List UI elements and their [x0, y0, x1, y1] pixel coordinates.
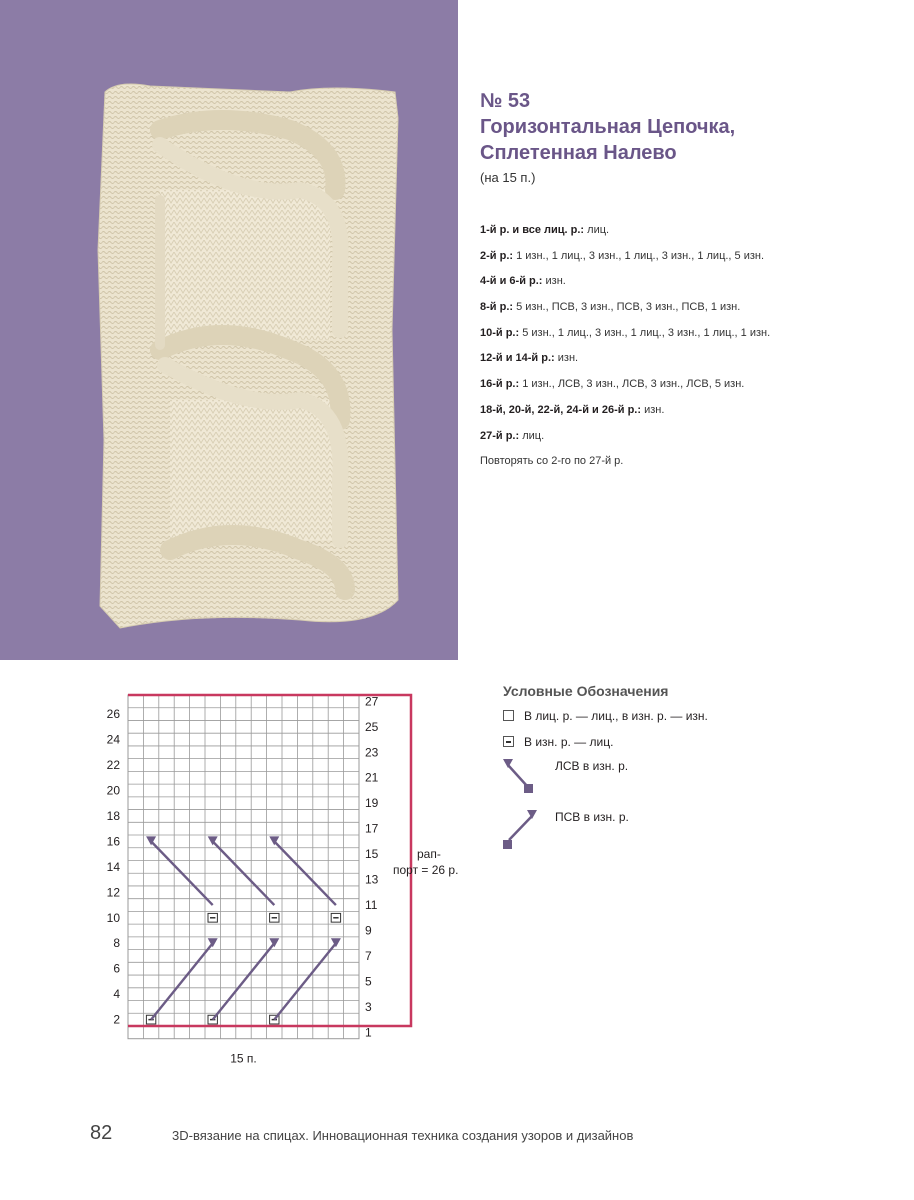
instruction-label: 12-й и 14-й р.:	[480, 352, 555, 365]
instruction-text: изн.	[542, 275, 566, 288]
legend-title: Условные Обозначения	[503, 683, 669, 699]
row-number-right: 23	[365, 745, 379, 760]
pattern-title-line2: Сплетенная Налево	[480, 142, 677, 164]
instruction-text: 1 изн., ЛСВ, 3 изн., ЛСВ, 3 изн., ЛСВ, 5 изн.	[519, 378, 745, 391]
knitting-chart	[0, 685, 480, 1080]
row-number-left: 8	[113, 936, 120, 951]
row-number-right: 25	[365, 719, 379, 734]
dash-square-icon	[503, 736, 514, 747]
row-number-left: 6	[113, 961, 120, 976]
knitted-swatch-image	[0, 0, 458, 660]
row-number-right: 3	[365, 999, 372, 1014]
row-number-left: 14	[106, 859, 120, 874]
row-number-right: 11	[365, 898, 378, 913]
pattern-number: № 53	[480, 90, 531, 112]
instruction-text: лиц.	[519, 429, 545, 442]
row-number-right: 19	[365, 796, 379, 811]
legend	[503, 683, 883, 824]
row-number-left: 10	[106, 910, 120, 925]
row-number-right: 27	[365, 694, 379, 709]
instruction-text: 5 изн., ПСВ, 3 изн., ПСВ, 3 изн., ПСВ, 1 изн.	[513, 301, 741, 314]
row-number-right: 13	[365, 872, 379, 887]
instruction-row	[480, 428, 900, 454]
psv-symbol-icon	[503, 810, 543, 850]
instruction-text: 1 изн., 1 лиц., 3 изн., 1 лиц., 3 изн., 1 лиц., 5 изн.	[513, 249, 765, 262]
legend-item-text: В изн. р. — лиц.	[524, 735, 614, 749]
instruction-repeat-note	[480, 453, 900, 479]
row-number-left: 16	[106, 834, 120, 849]
legend-item-purl	[503, 735, 613, 749]
legend-item-knit	[503, 709, 708, 723]
row-number-right: 1	[365, 1025, 372, 1040]
instruction-label: 4-й и 6-й р.:	[480, 275, 543, 288]
pattern-title-line1: Горизонтальная Цепочка,	[480, 116, 736, 138]
instruction-row	[480, 325, 900, 351]
row-number-left: 26	[106, 707, 120, 722]
pattern-heading	[480, 88, 735, 185]
chart-width-label: 15 п.	[230, 1051, 257, 1066]
book-title: 3D-вязание на спицах. Инновационная техника создания узоров и дизайнов	[172, 1128, 634, 1143]
instruction-row	[480, 299, 900, 325]
row-number-right: 17	[365, 821, 379, 836]
row-number-left: 12	[106, 885, 120, 900]
instructions-list	[480, 222, 900, 479]
instruction-row	[480, 376, 900, 402]
instruction-row	[480, 273, 900, 299]
instruction-label: 16-й р.:	[480, 378, 520, 391]
instruction-row	[480, 222, 900, 248]
stitch-count: (на 15 п.)	[480, 170, 536, 185]
instruction-label: 18-й, 20-й, 22-й, 24-й и 26-й р.:	[480, 403, 642, 416]
instruction-label: 8-й р.:	[480, 301, 514, 314]
instruction-text: Повторять со 2-го по 27-й р.	[480, 455, 624, 468]
instruction-row	[480, 350, 900, 376]
legend-item-text: В лиц. р. — лиц., в изн. р. — изн.	[524, 709, 708, 723]
chart-frame	[128, 695, 359, 1039]
swatch-photo	[0, 0, 458, 660]
repeat-label-line1: рап-	[417, 847, 441, 862]
instruction-text: изн.	[554, 352, 579, 365]
row-number-left: 24	[106, 732, 120, 747]
empty-square-icon	[503, 710, 514, 721]
row-number-right: 9	[365, 923, 372, 938]
row-number-left: 4	[113, 987, 120, 1002]
instruction-text: 5 изн., 1 лиц., 3 изн., 1 лиц., 3 изн., 1 лиц., 1 изн.	[519, 326, 771, 339]
lsv-symbol-icon	[503, 759, 543, 795]
instruction-row	[480, 248, 900, 274]
instruction-text: лиц.	[584, 224, 610, 236]
legend-item-text: ПСВ в изн. р.	[555, 810, 629, 824]
instruction-label: 27-й р.:	[480, 429, 520, 442]
row-number-right: 15	[365, 847, 379, 862]
instruction-label: 1-й р. и все лиц. р.:	[480, 224, 585, 236]
row-number-right: 21	[365, 770, 379, 785]
row-number-right: 5	[365, 974, 372, 989]
row-number-left: 2	[113, 1012, 120, 1027]
instruction-label: 10-й р.:	[480, 326, 520, 339]
row-number-left: 22	[106, 758, 120, 773]
row-number-right: 7	[365, 948, 372, 963]
row-number-left: 20	[106, 783, 120, 798]
row-number-left: 18	[106, 808, 120, 823]
page-number: 82	[90, 1122, 113, 1144]
instruction-text: изн.	[641, 403, 665, 416]
legend-item-text: ЛСВ в изн. р.	[555, 759, 629, 773]
chart-svg	[0, 685, 480, 1075]
instruction-label: 2-й р.:	[480, 249, 514, 262]
repeat-label-line2: порт = 26 р.	[393, 863, 459, 878]
instruction-row	[480, 402, 900, 428]
